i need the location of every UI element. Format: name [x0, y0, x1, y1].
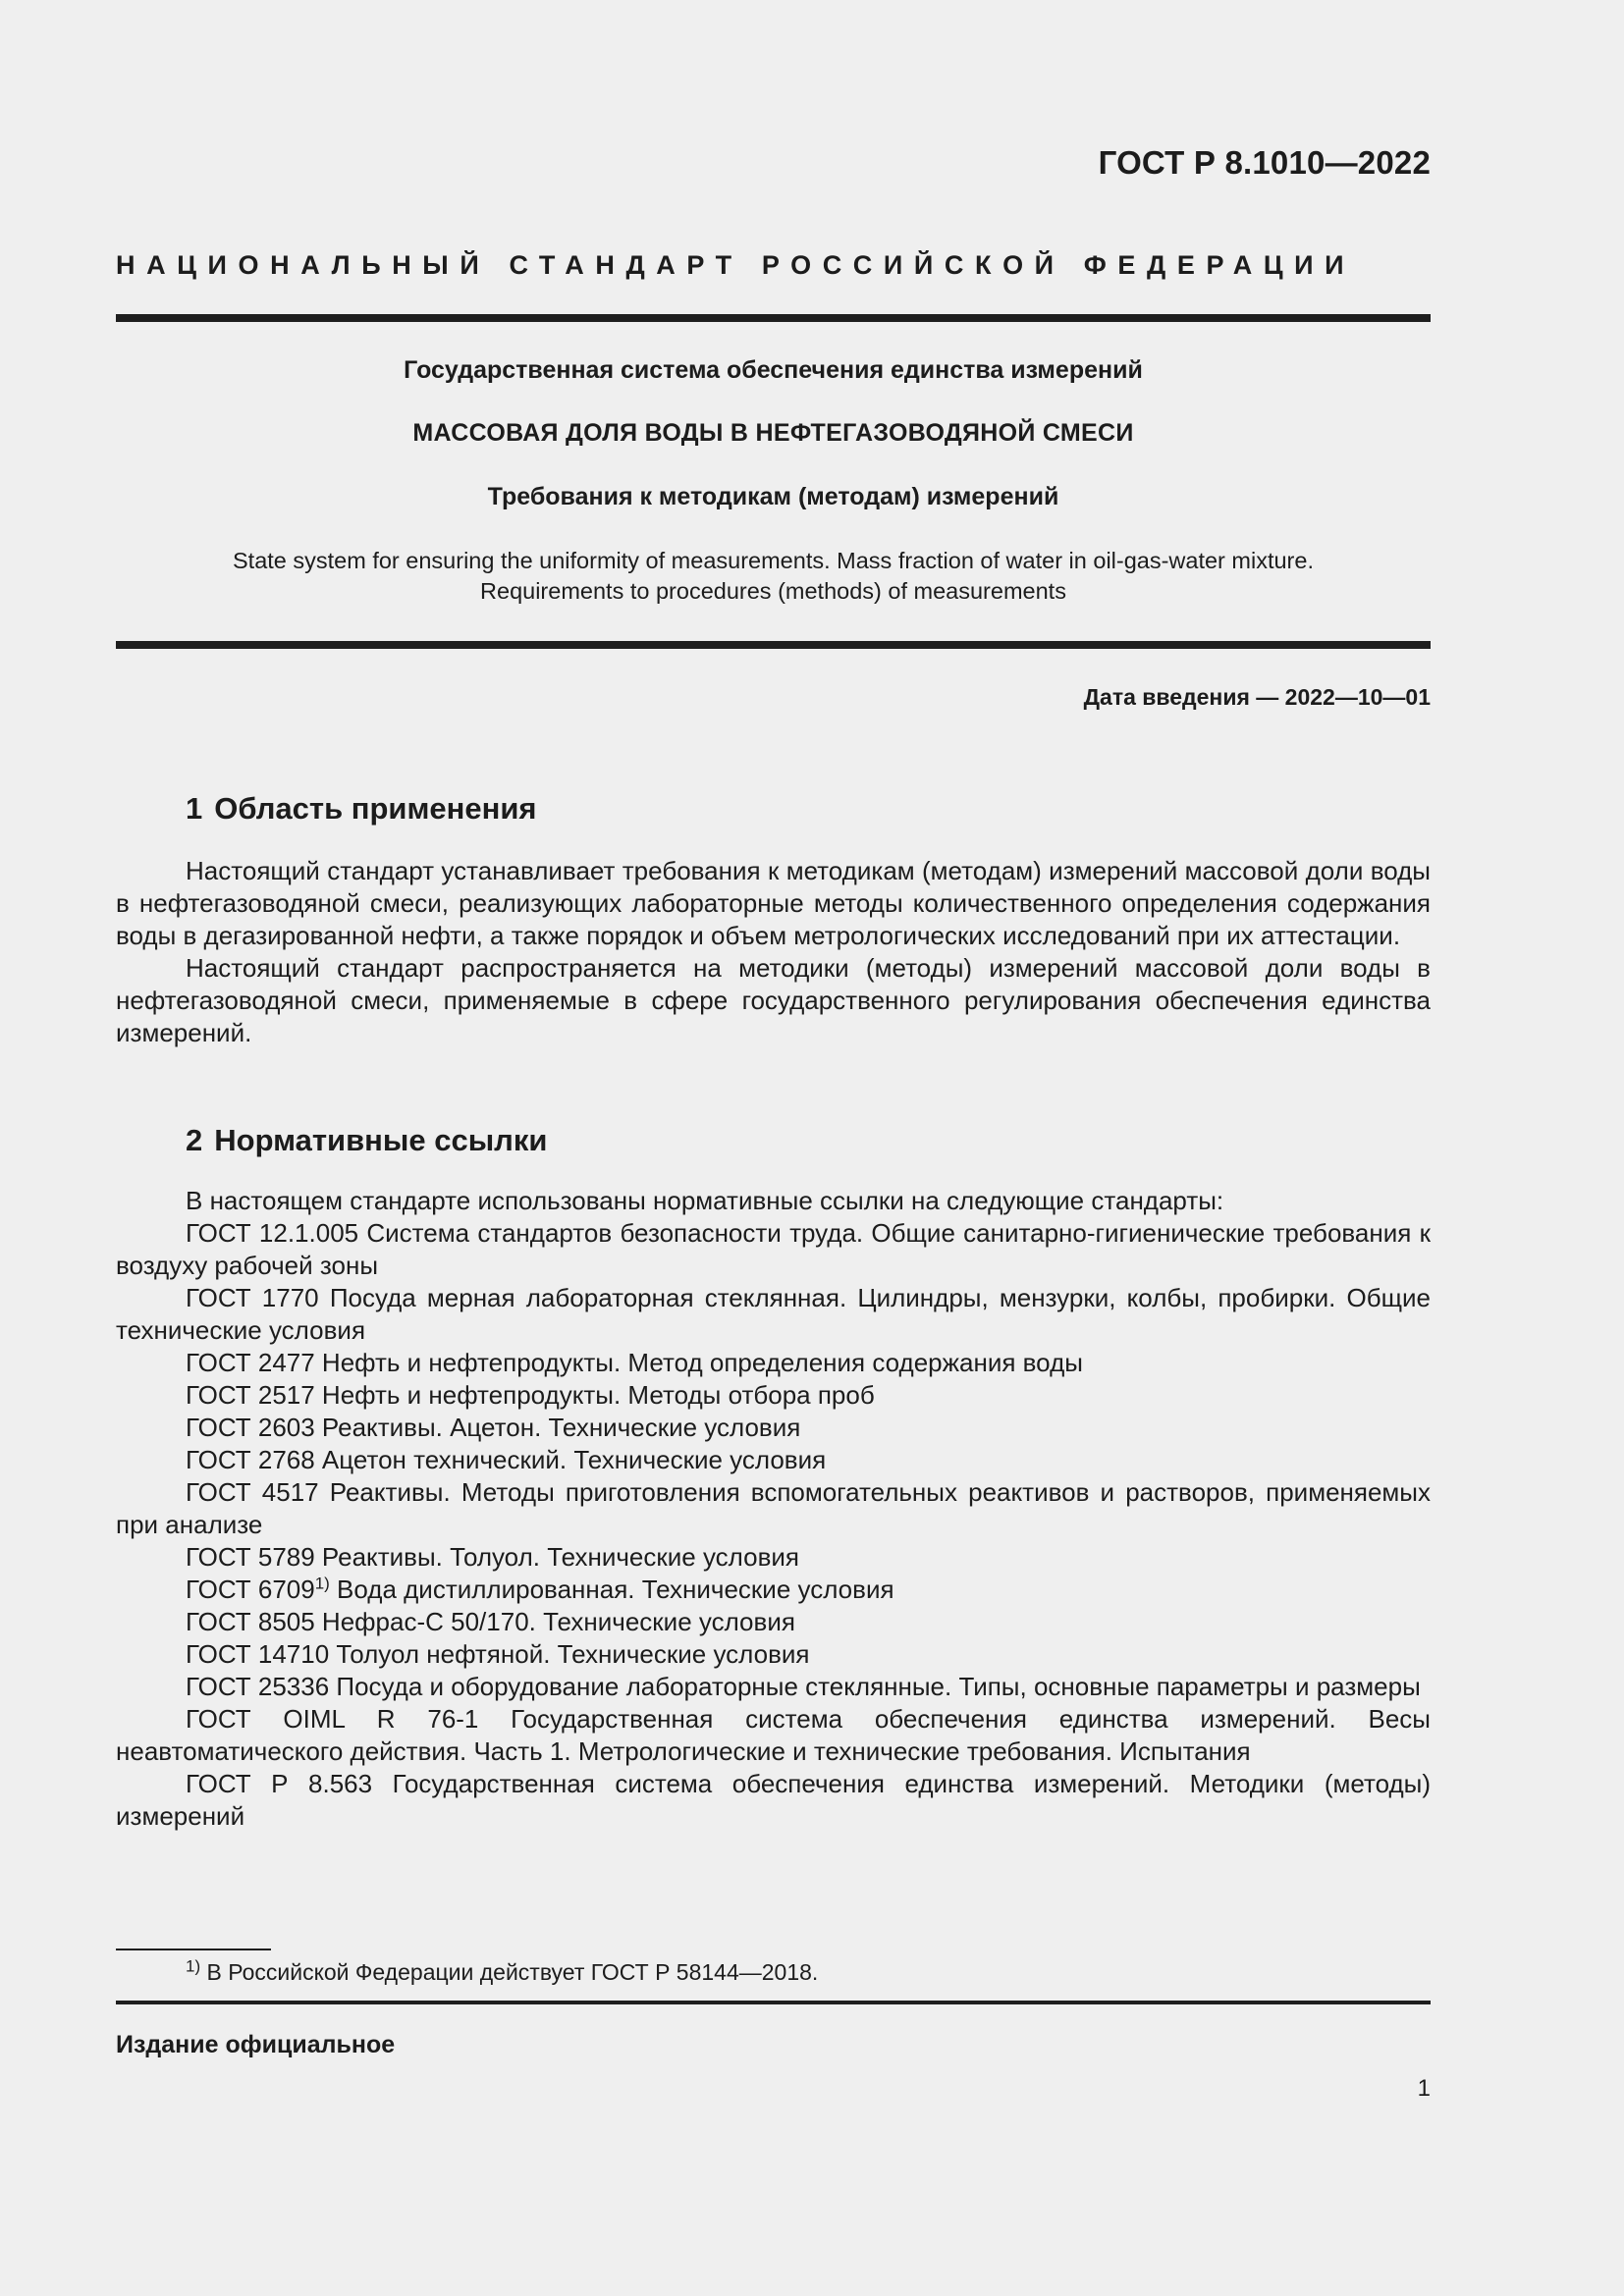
- section-2-title: Нормативные ссылки: [214, 1123, 548, 1157]
- reference-text: Вода дистиллированная. Технические условия: [329, 1575, 894, 1604]
- section-2-number: 2: [186, 1123, 203, 1157]
- english-title-line-2: Requirements to procedures (methods) of measurements: [480, 578, 1066, 604]
- title-block-rule: [116, 641, 1431, 649]
- section-1-paragraph: Настоящий стандарт устанавливает требования к методикам (методам) измерений массовой доли воды в нефтегазоводяной смеси, реализующих лабораторные методы количественного определения содержания воды в дегазированной нефти, а также порядок и объем метрологических исследований при их аттестации.: [116, 856, 1431, 950]
- english-title-line-1: State system for ensuring the uniformity of measurements. Mass fraction of water in oil-gas-water mixture.: [232, 548, 1314, 573]
- references-intro: В настоящем стандарте использованы нормативные ссылки на следующие стандарты:: [186, 1186, 1224, 1215]
- section-2-heading: [186, 1123, 547, 1158]
- document-title: МАССОВАЯ ДОЛЯ ВОДЫ В НЕФТЕГАЗОВОДЯНОЙ СМЕСИ: [412, 419, 1134, 447]
- footnote: [186, 1957, 818, 1987]
- document-code: ГОСТ Р 8.1010—2022: [1098, 144, 1431, 181]
- reference-item-with-footnote: [116, 1574, 1431, 1606]
- reference-item: ГОСТ 4517 Реактивы. Методы приготовления вспомогательных реактивов и растворов, применяемых при анализе: [116, 1477, 1431, 1539]
- footnote-mark[interactable]: 1): [314, 1574, 330, 1593]
- english-title: [116, 546, 1431, 607]
- footnote-text: В Российской Федерации действует ГОСТ Р 58144—2018.: [200, 1959, 819, 1985]
- header-rule: [116, 314, 1431, 322]
- section-1-number: 1: [186, 791, 203, 826]
- national-standard-banner: НАЦИОНАЛЬНЫЙ СТАНДАРТ РОССИЙСКОЙ ФЕДЕРАЦИИ: [116, 250, 1356, 280]
- normative-references: [116, 1185, 1431, 1833]
- page-number: 1: [1417, 2075, 1431, 2102]
- reference-item: ГОСТ 25336 Посуда и оборудование лабораторные стеклянные. Типы, основные параметры и размеры: [186, 1672, 1421, 1701]
- reference-item: ГОСТ 5789 Реактивы. Толуол. Технические условия: [186, 1542, 800, 1572]
- introduction-date: Дата введения — 2022—10—01: [1083, 684, 1431, 710]
- reference-item: ГОСТ 12.1.005 Система стандартов безопасности труда. Общие санитарно-гигиенические требования к воздуху рабочей зоны: [116, 1218, 1431, 1280]
- footnote-separator: [116, 1949, 271, 1950]
- reference-item: ГОСТ Р 8.563 Государственная система обеспечения единства измерений. Методики (методы) измерений: [116, 1769, 1431, 1831]
- footer-rule: [116, 2001, 1431, 2004]
- document-subtitle: Требования к методикам (методам) измерений: [487, 483, 1059, 510]
- section-1-body: [116, 855, 1431, 1049]
- reference-item: ГОСТ 2603 Реактивы. Ацетон. Технические условия: [186, 1413, 801, 1442]
- footnote-number: 1): [186, 1956, 201, 1976]
- system-name: Государственная система обеспечения единства измерений: [404, 356, 1143, 384]
- reference-item: ГОСТ 8505 Нефрас-С 50/170. Технические условия: [186, 1607, 795, 1636]
- reference-item: ГОСТ OIML R 76-1 Государственная система обеспечения единства измерений. Весы неавтоматического действия. Часть 1. Метрологические и технические требования. Испытания: [116, 1704, 1431, 1766]
- section-1-heading: [186, 791, 537, 827]
- reference-item: ГОСТ 2477 Нефть и нефтепродукты. Метод определения содержания воды: [186, 1348, 1083, 1377]
- section-1-title: Область применения: [214, 791, 537, 826]
- official-edition-label: Издание официальное: [116, 2031, 396, 2058]
- reference-item: ГОСТ 2768 Ацетон технический. Технические условия: [186, 1445, 827, 1474]
- section-1-paragraph: Настоящий стандарт распространяется на методики (методы) измерений массовой доли воды в нефтегазоводяной смеси, применяемые в сфере государственного регулирования обеспечения единства измерений.: [116, 953, 1431, 1047]
- reference-code: ГОСТ 6709: [186, 1575, 315, 1604]
- reference-item: ГОСТ 1770 Посуда мерная лабораторная стеклянная. Цилиндры, мензурки, колбы, пробирки. Общие технические условия: [116, 1283, 1431, 1345]
- reference-item: ГОСТ 2517 Нефть и нефтепродукты. Методы отбора проб: [186, 1380, 875, 1410]
- reference-item: ГОСТ 14710 Толуол нефтяной. Технические условия: [186, 1639, 810, 1669]
